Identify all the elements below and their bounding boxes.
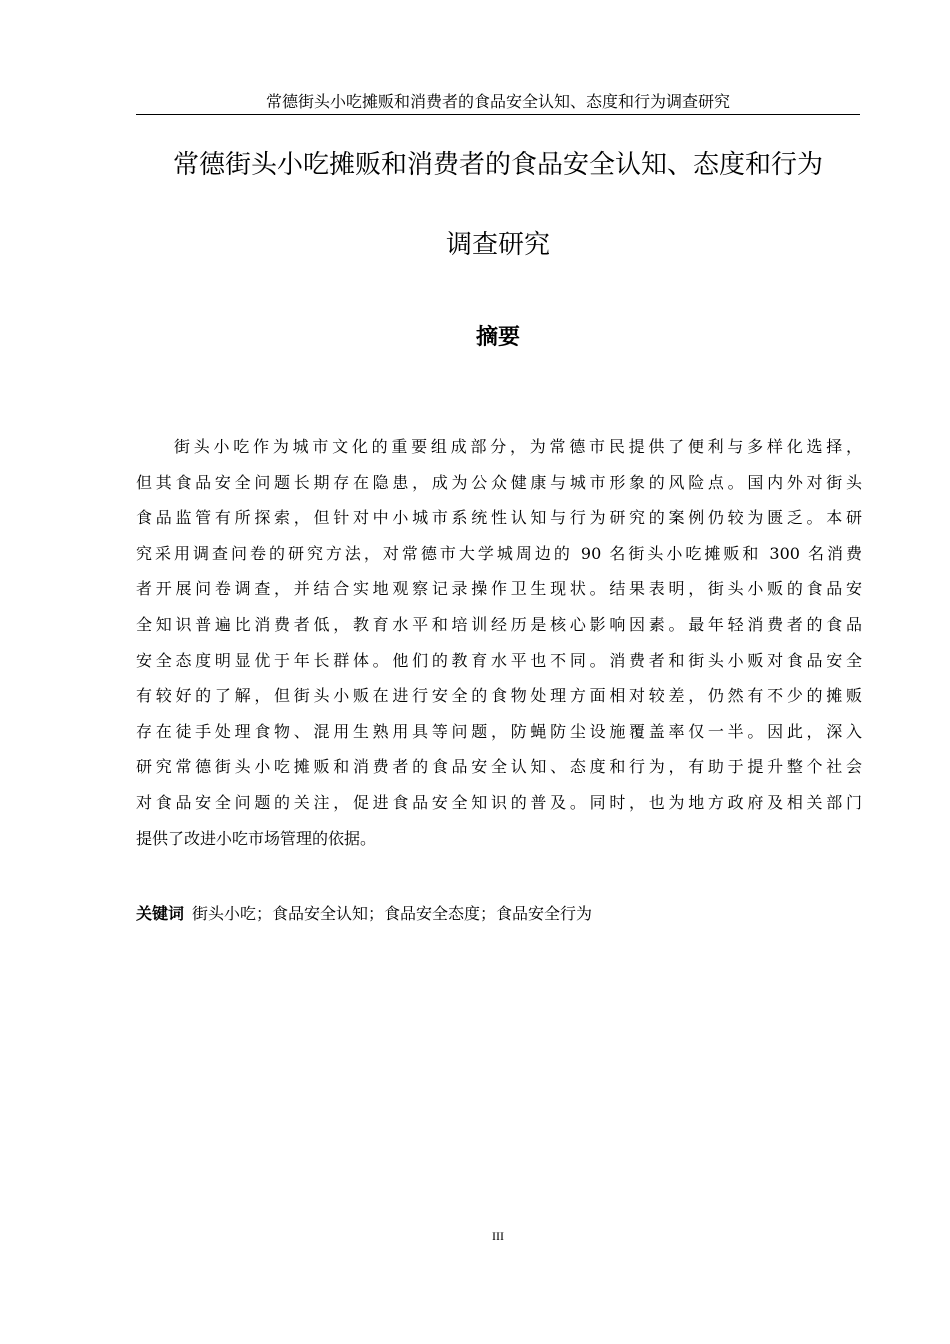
abstract-line: 究采用调查问卷的研究方法，对常德市大学城周边的 90 名街头小吃摊贩和 300 名消费 [136, 543, 862, 563]
keywords-label: 关键词 [136, 904, 185, 923]
abstract-line: 街头小吃作为城市文化的重要组成部分，为常德市民提供了便利与多样化选择， [174, 437, 862, 456]
abstract-line: 提供了改进小吃市场管理的依据。 [136, 828, 377, 848]
running-header: 常德街头小吃摊贩和消费者的食品安全认知、态度和行为调查研究 [136, 92, 860, 115]
document-title-line-2: 调查研究 [445, 230, 550, 260]
abstract-line: 者开展问卷调查，并结合实地观察记录操作卫生现状。结果表明，街头小贩的食品安 [136, 579, 862, 599]
abstract-body [136, 429, 862, 856]
page-number: III [492, 1229, 504, 1243]
abstract-line: 但其食品安全问题长期存在隐患，成为公众健康与城市形象的风险点。国内外对街头 [136, 472, 862, 492]
keywords-text: 街头小吃；食品安全认知；食品安全态度；食品安全行为 [192, 904, 593, 923]
keywords [136, 898, 862, 930]
abstract-line: 对食品安全问题的关注，促进食品安全知识的普及。同时，也为地方政府及相关部门 [136, 792, 862, 812]
abstract-heading: 摘要 [475, 325, 520, 350]
abstract-line: 研究常德街头小吃摊贩和消费者的食品安全认知、态度和行为，有助于提升整个社会 [136, 757, 862, 777]
abstract-line: 有较好的了解，但街头小贩在进行安全的食物处理方面相对较差，仍然有不少的摊贩 [136, 686, 862, 706]
abstract-line: 全知识普遍比消费者低，教育水平和培训经历是核心影响因素。最年轻消费者的食品 [136, 614, 862, 634]
document-title-line-1: 常德街头小吃摊贩和消费者的食品安全认知、态度和行为 [172, 150, 823, 180]
abstract-line: 存在徒手处理食物、混用生熟用具等问题，防蝇防尘设施覆盖率仅一半。因此，深入 [136, 721, 862, 741]
abstract-line: 安全态度明显优于年长群体。他们的教育水平也不同。消费者和街头小贩对食品安全 [136, 650, 862, 670]
abstract-line: 食品监管有所探索，但针对中小城市系统性认知与行为研究的案例仍较为匮乏。本研 [136, 508, 862, 528]
